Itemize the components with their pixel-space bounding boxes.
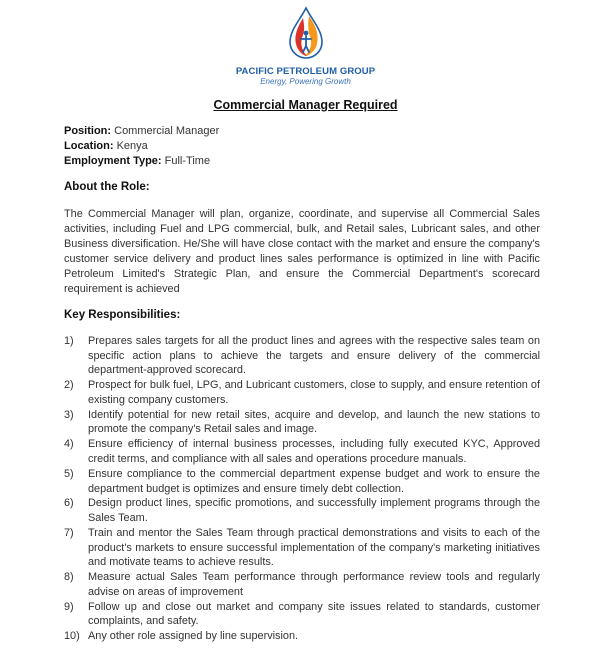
list-item-text: Identify potential for new retail sites, acquire and develop, and launch the new stations to promote the company's Retail sales and image. — [88, 408, 540, 436]
list-item-text: Ensure efficiency of internal business processes, including fully executed KYC, Approved credit terms, and compliance with all sales and operations procedure manuals. — [88, 438, 540, 465]
meta-employment-type-value: Full-Time — [164, 155, 211, 167]
list-item-number: 3) — [64, 408, 74, 421]
company-logo — [0, 6, 611, 87]
list-item — [64, 334, 540, 378]
about-paragraph: The Commercial Manager will plan, organize, coordinate, and supervise all Commercial Sales activities, including Fuel and LPG commercial, bulk, and Retail sales, Lubricant sales, and other Business diversification. He/She will have close contact with the market and ensure the company's customer service delivery and product lines sales performance is optimized in line with Pacific Petroleum Limited's Strategic Plan, and ensure the Commercial Department's scorecard requirement is achieved — [64, 208, 540, 295]
flame-drop-logo-icon — [286, 6, 326, 64]
list-item-number: 1) — [64, 335, 74, 347]
list-item — [64, 378, 540, 407]
list-item-text: Any other role assigned by line supervision. — [88, 630, 299, 643]
list-item-number: 8) — [64, 571, 74, 584]
list-item-text: Ensure compliance to the commercial department expense budget and work to ensure the department budget is optimizes and ensure timely debt collection. — [88, 467, 540, 495]
list-item — [64, 496, 540, 525]
list-item-number: 5) — [64, 467, 74, 480]
list-item-number: 10) — [64, 630, 80, 643]
list-item — [64, 467, 540, 496]
list-item-text: Design product lines, specific promotions, and successfully implement programs through the Sales Team. — [88, 497, 540, 525]
about-heading: About the Role: — [64, 181, 150, 193]
meta-employment-type — [64, 154, 219, 169]
page-title: Commercial Manager Required — [213, 98, 398, 112]
list-item-text: Prospect for bulk fuel, LPG, and Lubricant customers, close to supply, and ensure retention of existing company customers. — [88, 379, 540, 406]
list-item — [64, 408, 540, 437]
list-item — [64, 526, 540, 570]
list-item — [64, 629, 540, 644]
logo-company-name: PACIFIC PETROLEUM GROUP — [235, 66, 376, 77]
list-item — [64, 437, 540, 466]
meta-position — [64, 124, 219, 139]
responsibilities-heading: Key Responsibilities: — [64, 309, 181, 321]
list-item-text: Train and mentor the Sales Team through practical demonstrations and visits to each of the product's markets to ensure successful implementation of the company's marketing initiatives and motivate teams to achieve results. — [88, 527, 540, 569]
job-meta — [64, 124, 219, 169]
responsibilities-list — [64, 334, 540, 644]
meta-location-value: Kenya — [116, 140, 148, 152]
meta-position-value: Commercial Manager — [114, 125, 220, 137]
list-item — [64, 600, 540, 629]
list-item-number: 4) — [64, 438, 74, 451]
list-item-text: Measure actual Sales Team performance through performance review tools and regularly advise on areas of improvement — [88, 571, 540, 598]
list-item-text: Follow up and close out market and company site issues related to standards, customer complaints, and safety. — [88, 600, 540, 628]
logo-tagline: Energy, Powering Growth — [260, 77, 351, 86]
list-item-number: 2) — [64, 379, 74, 392]
meta-location-label: Location: — [64, 140, 114, 152]
meta-employment-type-label: Employment Type: — [64, 155, 162, 167]
meta-location — [64, 139, 219, 154]
list-item-number: 6) — [64, 497, 74, 510]
meta-position-label: Position: — [64, 125, 112, 137]
list-item — [64, 570, 540, 599]
list-item-number: 9) — [64, 600, 74, 613]
list-item-text: Prepares sales targets for all the product lines and agrees with the respective sales team on specific action plans to achieve the targets and ensure delivery of the commercial department-approved scorecard. — [88, 335, 540, 377]
list-item-number: 7) — [64, 527, 74, 540]
